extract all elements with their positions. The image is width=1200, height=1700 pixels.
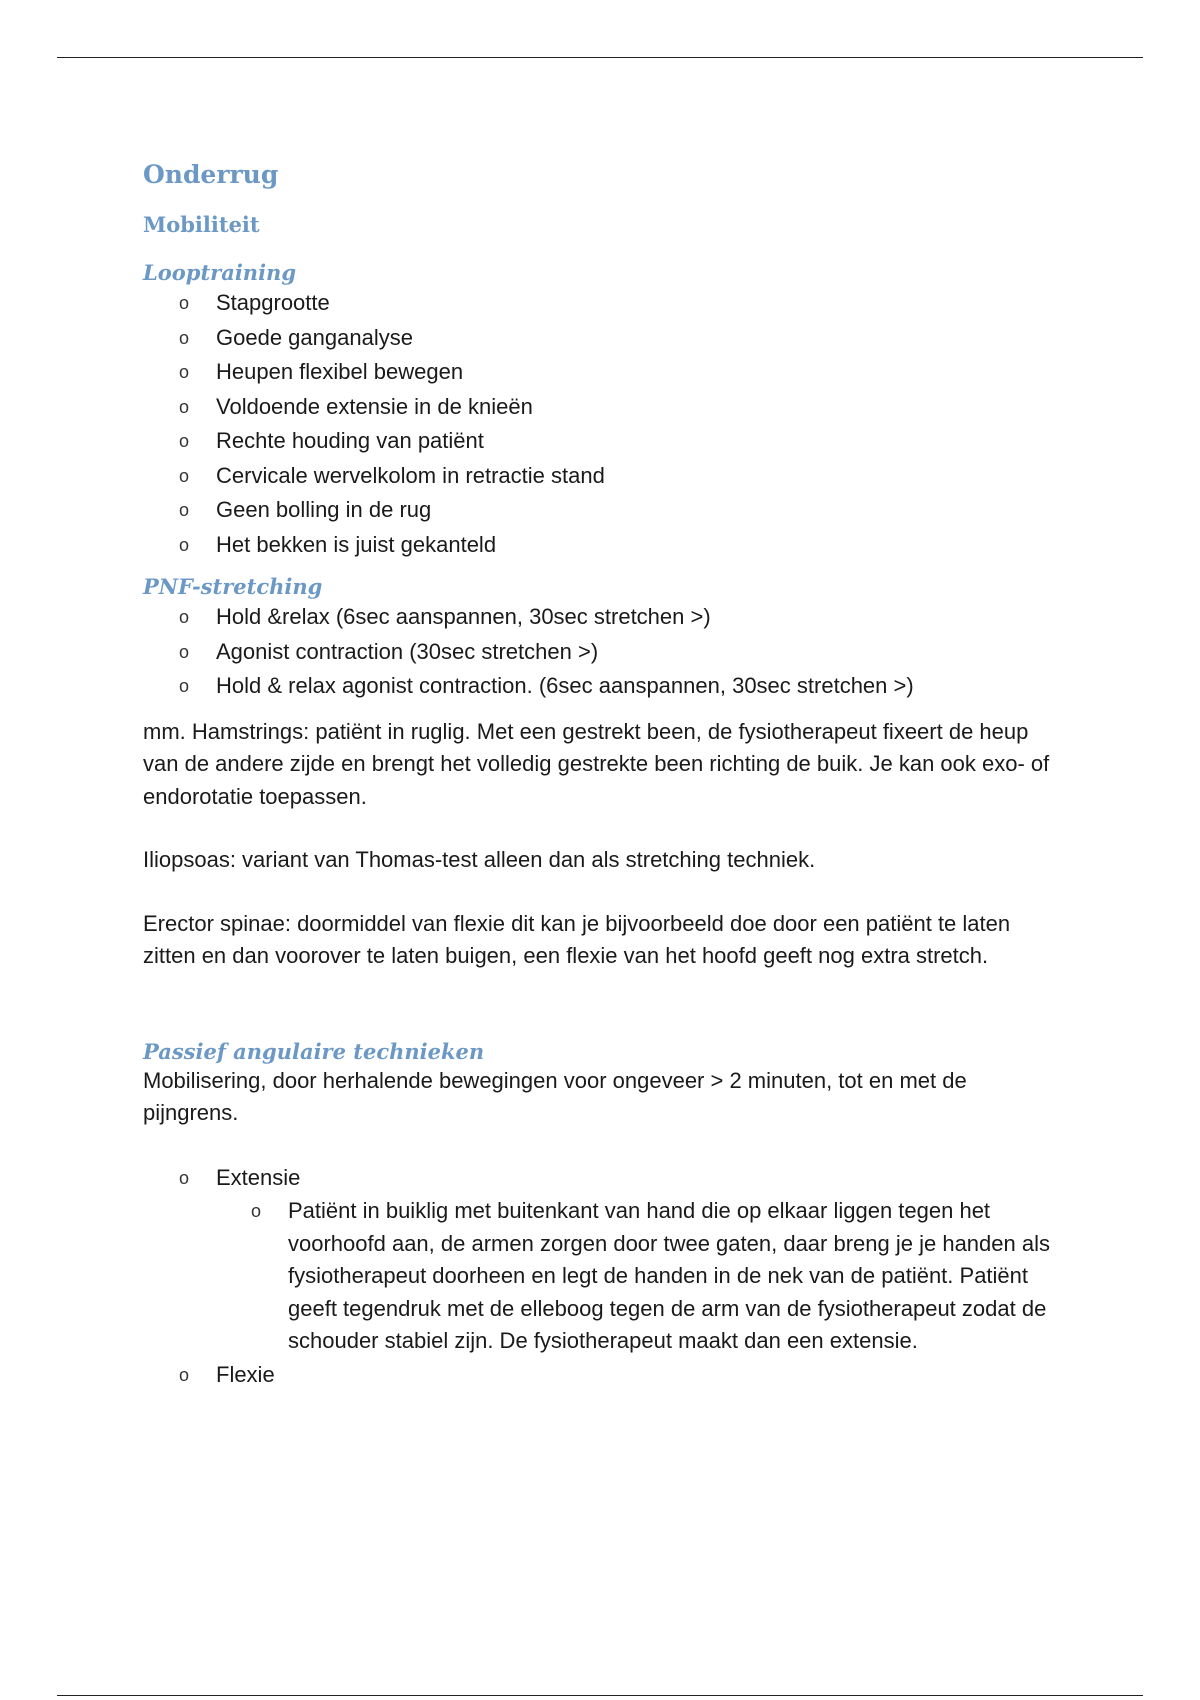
list-item: o Heupen flexibel bewegen [143, 355, 1063, 390]
circle-bullet-icon: o [179, 293, 190, 313]
techniques-list-continued [143, 1358, 1063, 1393]
subheading-looptraining: Looptraining [143, 260, 297, 285]
list-item: o Hold & relax agonist contraction. (6sec aanspannen, 30sec stretchen >) [143, 669, 1063, 704]
subheading-pnf-stretching: PNF-stretching [143, 574, 323, 599]
circle-bullet-icon: o [179, 362, 190, 382]
extensie-sublist [143, 1195, 1063, 1358]
list-item: o Agonist contraction (30sec stretchen >) [143, 635, 1063, 670]
section-heading-mobiliteit: Mobiliteit [143, 212, 260, 237]
paragraph-mobilisering: Mobilisering, door herhalende bewegingen voor ongeveer > 2 minuten, tot en met de pijngrens. [143, 1067, 967, 1125]
circle-bullet-icon: o [179, 676, 190, 696]
header-rule [57, 57, 1143, 58]
list-item: o Stapgrootte [143, 286, 1063, 321]
circle-bullet-icon: o [179, 641, 190, 662]
list-item: o Cervicale wervelkolom in retractie stand [143, 459, 1063, 494]
paragraph-iliopsoas: Iliopsoas: variant van Thomas-test alleen dan als stretching techniek. [143, 847, 816, 872]
circle-bullet-icon: o [179, 1167, 190, 1188]
list-item-extensie: o Extensie [143, 1161, 1063, 1196]
circle-bullet-icon: o [179, 465, 190, 486]
list-item: o Het bekken is juist gekanteld [143, 528, 1063, 563]
circle-bullet-icon: o [251, 1201, 262, 1221]
circle-bullet-icon: o [179, 327, 190, 348]
circle-bullet-icon: o [179, 1364, 190, 1385]
techniques-list [143, 1161, 1063, 1196]
list-item: o Voldoende extensie in de knieën [143, 390, 1063, 425]
list-item: o Geen bolling in de rug [143, 493, 1063, 528]
circle-bullet-icon: o [179, 500, 190, 520]
subheading-passief-angulaire: Passief angulaire technieken [143, 1038, 485, 1064]
list-item: o Hold &relax (6sec aanspannen, 30sec stretchen >) [143, 600, 1063, 635]
page-title: Onderrug [143, 160, 279, 189]
paragraph-hamstrings: mm. Hamstrings: patiënt in ruglig. Met een gestrekt been, de fysiotherapeut fixeert de heup van de andere zijde en brengt het volledig gestrekte been richting de buik. Je kan ook exo- of endorotatie toepassen. [143, 718, 1050, 809]
document-body [143, 160, 1063, 1392]
list-item-flexie: o Flexie [143, 1358, 1063, 1393]
circle-bullet-icon: o [179, 396, 190, 417]
list-item: o Goede ganganalyse [143, 321, 1063, 356]
list-item-extensie-detail: o Patiënt in buiklig met buitenkant van hand die op elkaar liggen tegen het voorhoofd aan, de armen zorgen door twee gaten, daar breng je je handen als fysiotherapeut doorheen en legt de handen in de nek van de patiënt. Patiënt geeft tegendruk met de elleboog tegen de arm van de fysiotherapeut zodat de schouder stabiel zijn. De fysiotherapeut maakt dan een extensie. [143, 1195, 1063, 1358]
circle-bullet-icon: o [179, 607, 190, 627]
pnf-list [143, 600, 1063, 704]
footer-rule [57, 1695, 1143, 1696]
circle-bullet-icon: o [179, 534, 190, 555]
looptraining-list [143, 286, 1063, 562]
list-item: o Rechte houding van patiënt [143, 424, 1063, 459]
circle-bullet-icon: o [179, 431, 190, 451]
paragraph-erector-spinae: Erector spinae: doormiddel van flexie dit kan je bijvoorbeeld doe door een patiënt te laten zitten en dan voorover te laten buigen, een flexie van het hoofd geeft nog extra stretch. [143, 910, 1011, 968]
